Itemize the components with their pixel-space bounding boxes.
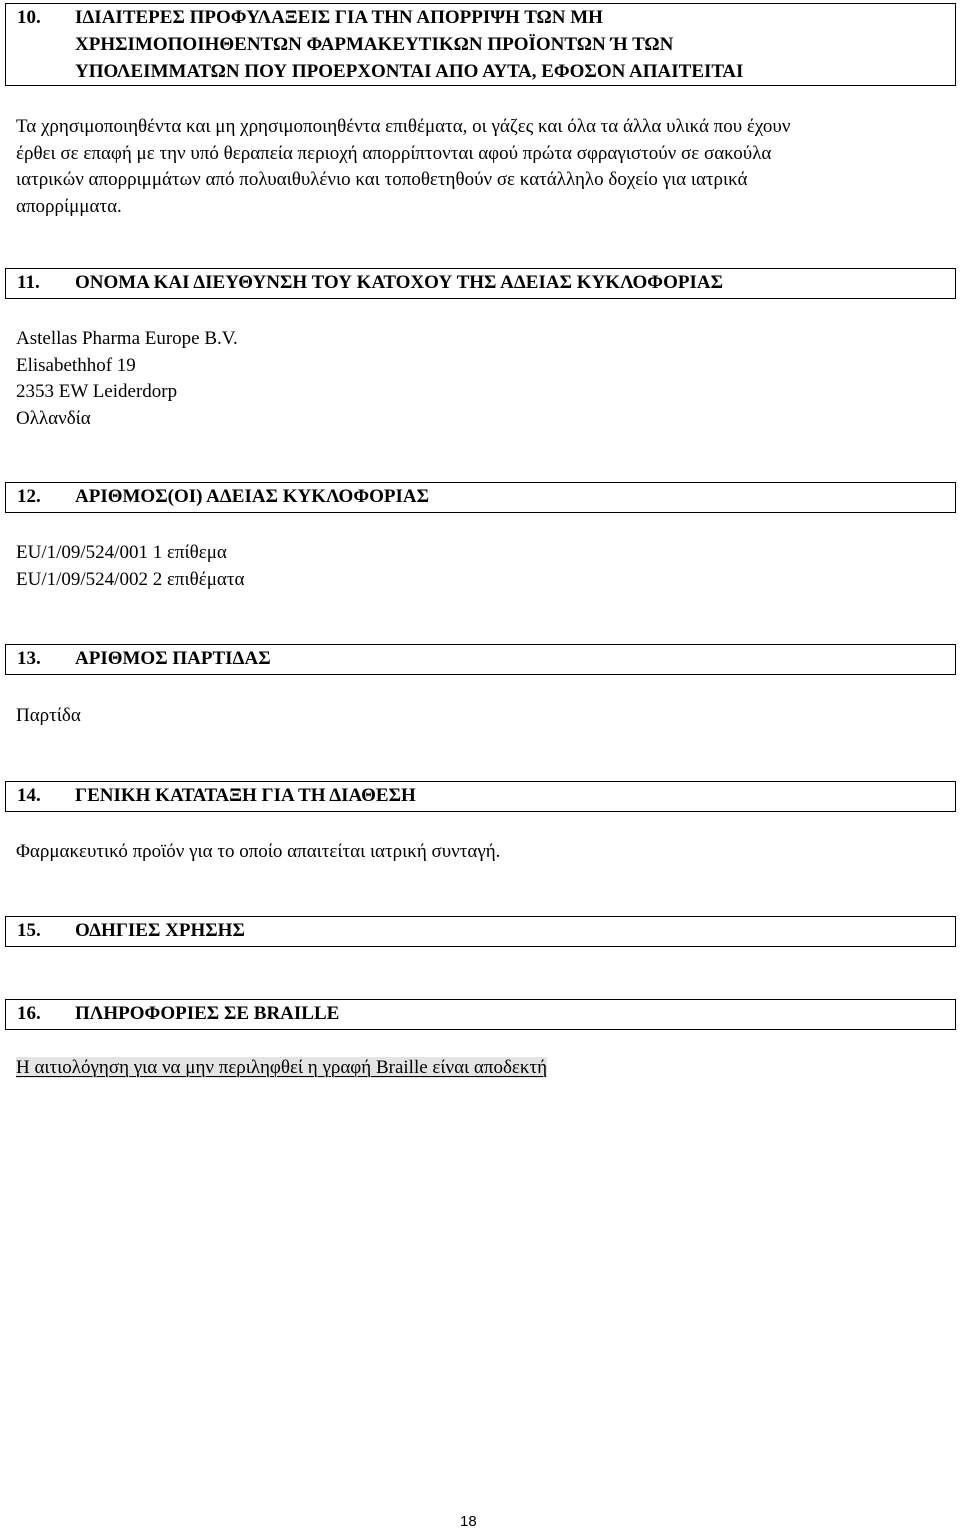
body-line: ιατρικών απορριμμάτων από πολυαιθυλένιο και τοποθετηθούν σε κατάλληλο δοχείο για ιατρικά [16, 169, 748, 190]
body-line: Ολλανδία [16, 407, 91, 429]
section-number: 15. [17, 920, 41, 941]
section-16-body [16, 1055, 547, 1082]
highlighted-statement: Η αιτιολόγηση για να μην περιληφθεί η γραφή Braille είναι αποδεκτή [16, 1057, 548, 1078]
body-line: Παρτίδα [16, 705, 81, 726]
section-number: 12. [17, 486, 41, 507]
section-title [75, 4, 949, 85]
page-number: 18 [460, 1513, 477, 1530]
section-number: 16. [17, 1003, 41, 1024]
section-10-header [5, 3, 956, 86]
section-14-body [16, 839, 500, 866]
body-line: απορρίμματα. [16, 195, 122, 217]
section-title: ΑΡΙΘΜΟΣ(ΟΙ) ΑΔΕΙΑΣ ΚΥΚΛΟΦΟΡΙΑΣ [75, 486, 430, 507]
section-title: ΟΔΗΓΙΕΣ ΧΡΗΣΗΣ [75, 920, 245, 941]
section-12-header [5, 482, 956, 513]
section-11-header [5, 268, 956, 299]
body-line: Astellas Pharma Europe B.V. [16, 328, 238, 349]
section-title: ΠΛΗΡΟΦΟΡΙΕΣ ΣΕ BRAILLE [75, 1003, 340, 1024]
body-line: Elisabethhof 19 [16, 354, 136, 376]
section-number: 14. [17, 785, 41, 806]
section-title: ΑΡΙΘΜΟΣ ΠΑΡΤΙΔΑΣ [75, 648, 271, 669]
section-title-line: ΧΡΗΣΙΜΟΠΟΙΗΘΕΝΤΩΝ ΦΑΡΜΑΚΕΥΤΙΚΩΝ ΠΡΟΪΟΝΤΩΝ Ή ΤΩΝ [75, 34, 674, 55]
section-14-header [5, 781, 956, 812]
body-line: Φαρμακευτικό προϊόν για το οποίο απαιτείται ιατρική συνταγή. [16, 841, 501, 862]
section-11-body [16, 326, 238, 432]
section-number: 13. [17, 648, 41, 669]
section-title-line: ΥΠΟΛΕΙΜΜΑΤΩΝ ΠΟΥ ΠΡΟΕΡΧΟΝΤΑΙ ΑΠΟ ΑΥΤΑ, ΕΦΟΣΟΝ ΑΠΑΙΤΕΙΤΑΙ [75, 61, 744, 82]
body-line: EU/1/09/524/001 1 επίθεμα [16, 542, 227, 563]
body-line: Τα χρησιμοποιηθέντα και μη χρησιμοποιηθέντα επιθέματα, οι γάζες και όλα τα άλλα υλικά που έχουν [16, 116, 791, 137]
section-title: ΟΝΟΜΑ ΚΑΙ ΔΙΕΥΘΥΝΣΗ ΤΟΥ ΚΑΤΟΧΟΥ ΤΗΣ ΑΔΕΙΑΣ ΚΥΚΛΟΦΟΡΙΑΣ [75, 272, 723, 293]
body-line: 2353 EW Leiderdorp [16, 381, 178, 402]
body-line: EU/1/09/524/002 2 επιθέματα [16, 568, 245, 590]
section-16-header [5, 999, 956, 1030]
section-12-body [16, 540, 244, 593]
section-13-header [5, 644, 956, 675]
section-15-header [5, 916, 956, 947]
section-title: ΓΕΝΙΚΗ ΚΑΤΑΤΑΞΗ ΓΙΑ ΤΗ ΔΙΑΘΕΣΗ [75, 785, 416, 806]
section-13-body [16, 703, 81, 730]
body-line: έρθει σε επαφή με την υπό θεραπεία περιοχή απορρίπτονται αφού πρώτα σφραγιστούν σε σακούλα [16, 142, 772, 164]
section-number: 11. [17, 272, 40, 293]
section-number: 10. [17, 7, 41, 28]
section-10-body [16, 114, 790, 220]
section-title-line: ΙΔΙΑΙΤΕΡΕΣ ΠΡΟΦΥΛΑΞΕΙΣ ΓΙΑ ΤΗΝ ΑΠΟΡΡΙΨΗ ΤΩΝ ΜΗ [75, 7, 603, 28]
